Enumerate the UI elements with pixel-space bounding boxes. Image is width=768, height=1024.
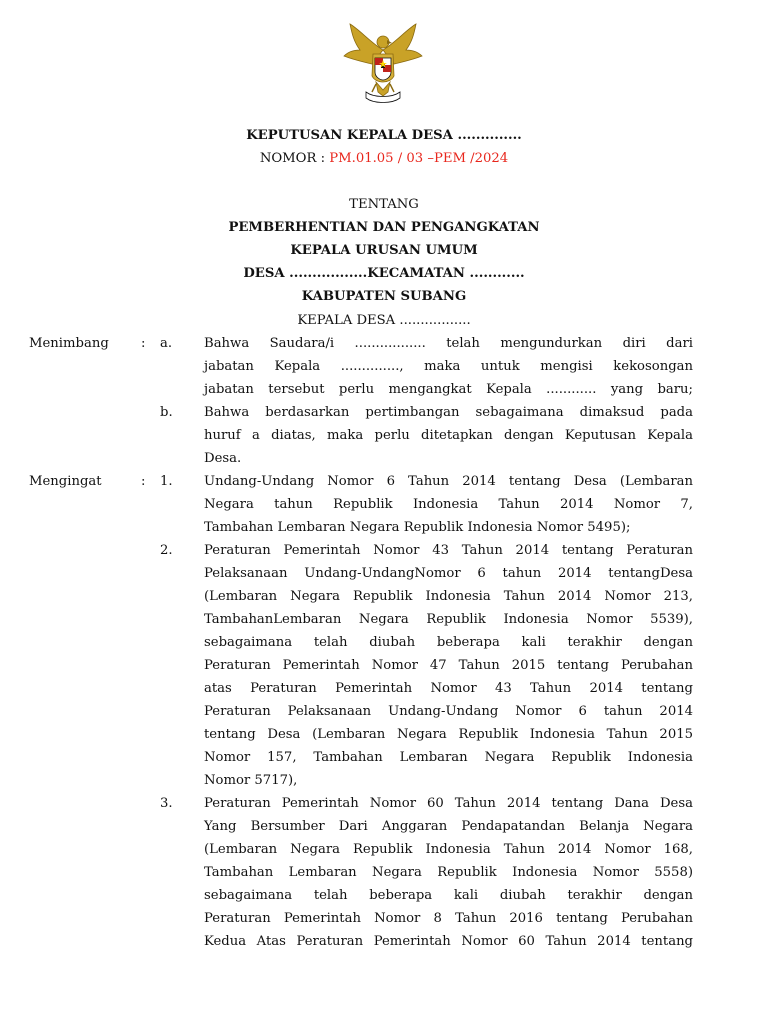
item-marker: 1. [160,474,173,489]
menimbang-colon: : [141,336,146,351]
item-line: jabatan tersebut perlu mengangkat Kepala ............ yang baru; [204,382,693,397]
subject-line: DESA .................KECAMATAN ............ [243,266,525,281]
item-line: sebagaimana telah diubah beberapa kali terakhir dengan [204,635,693,650]
tentang-heading: TENTANG [349,197,419,212]
item-line: Pelaksanaan Undang-UndangNomor 6 tahun 2014 tentangDesa [204,566,693,581]
nomor-value: PM.01.05 / 03 –PEM /2024 [329,151,509,166]
item-line: (Lembaran Negara Republik Indonesia Tahun 2014 Nomor 168, [204,842,693,857]
item-line: TambahanLembaran Negara Republik Indonesia Nomor 5539), [204,612,693,627]
item-line: Nomor 5717), [204,773,298,788]
item-line: Negara tahun Republik Indonesia Tahun 2014 Nomor 7, [204,497,693,512]
item-line: Kedua Atas Peraturan Pemerintah Nomor 60 Tahun 2014 tentang [204,934,693,949]
subject-line: KEPALA URUSAN UMUM [290,243,478,258]
item-line: Tambahan Lembaran Negara Republik Indonesia Nomor 5558) [204,865,693,880]
item-line: huruf a diatas, maka perlu ditetapkan dengan Keputusan Kepala [204,428,693,443]
item-line: Peraturan Pelaksanaan Undang-Undang Nomor 6 tahun 2014 [204,704,693,719]
item-marker: b. [160,405,173,420]
item-line: Bahwa berdasarkan pertimbangan sebagaimana dimaksud pada [204,405,693,420]
item-marker: 3. [160,796,173,811]
item-marker: 2. [160,543,173,558]
item-line: Nomor 157, Tambahan Lembaran Negara Republik Indonesia [204,750,693,765]
nomor-label: NOMOR : [259,151,330,166]
subject-line: KABUPATEN SUBANG [301,289,467,304]
kepala-desa-heading: KEPALA DESA ................. [297,313,471,328]
decree-title: KEPUTUSAN KEPALA DESA .............. [246,128,522,143]
decree-number [0,151,768,166]
subject-line: PEMBERHENTIAN DAN PENGANGKATAN [228,220,540,235]
item-line: tentang Desa (Lembaran Negara Republik Indonesia Tahun 2015 [204,727,693,742]
item-line: jabatan Kepala .............., maka untuk mengisi kekosongan [204,359,693,374]
item-line: Yang Bersumber Dari Anggaran Pendapatandan Belanja Negara [204,819,693,834]
item-line: Tambahan Lembaran Negara Republik Indonesia Nomor 5495); [204,520,631,535]
item-line: Peraturan Pemerintah Nomor 47 Tahun 2015 tentang Perubahan [204,658,693,673]
item-line: sebagaimana telah beberapa kali diubah terakhir dengan [204,888,693,903]
item-line: Undang-Undang Nomor 6 Tahun 2014 tentang Desa (Lembaran [204,474,693,489]
item-line: Peraturan Pemerintah Nomor 60 Tahun 2014 tentang Dana Desa [204,796,693,811]
item-line: Peraturan Pemerintah Nomor 43 Tahun 2014 tentang Peraturan [204,543,693,558]
item-line: Bahwa Saudara/i ................. telah mengundurkan diri dari [204,336,693,351]
item-line: Desa. [204,451,242,466]
item-line: atas Peraturan Pemerintah Nomor 43 Tahun 2014 tentang [204,681,693,696]
mengingat-colon: : [141,474,146,489]
mengingat-label: Mengingat [29,474,102,489]
item-line: (Lembaran Negara Republik Indonesia Tahun 2014 Nomor 213, [204,589,693,604]
item-marker: a. [160,336,173,351]
item-line: Peraturan Pemerintah Nomor 8 Tahun 2016 tentang Perubahan [204,911,693,926]
menimbang-label: Menimbang [29,336,109,351]
garuda-emblem-icon [340,20,426,106]
